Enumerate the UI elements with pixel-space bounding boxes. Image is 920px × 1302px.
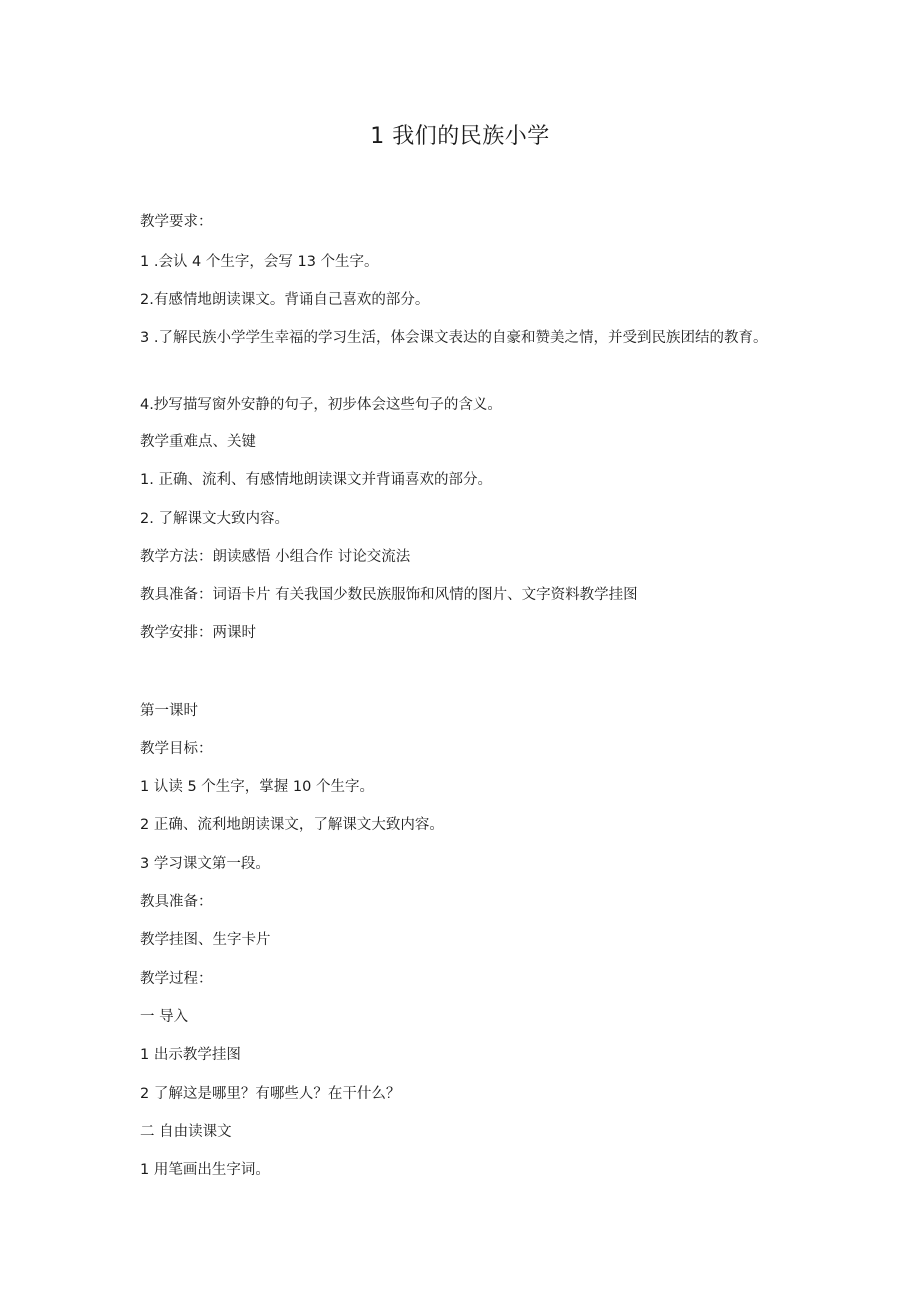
lesson-aids: 教学挂图、生字卡片 [140,932,271,948]
goal-3: 3 学习课文第一段。 [140,856,270,872]
requirement-2: 2.有感情地朗读课文。背诵自己喜欢的部分。 [140,292,430,308]
requirement-1: 1 .会认 4 个生字，会写 13 个生字。 [140,254,379,270]
teaching-goals-heading: 教学目标： [140,741,213,757]
step-mark-new-words: 1 用笔画出生字词。 [140,1162,270,1178]
requirement-4: 4.抄写描写窗外安静的句子，初步体会这些句子的含义。 [140,397,502,413]
goal-2: 2 正确、流利地朗读课文，了解课文大致内容。 [140,817,444,833]
document-title: 1 我们的民族小学 [370,124,550,149]
teaching-methods: 教学方法：朗读感悟 小组合作 讨论交流法 [140,549,411,565]
lesson-aids-heading: 教具准备： [140,894,213,910]
teaching-process-heading: 教学过程： [140,971,213,987]
teaching-aids: 教具准备：词语卡片 有关我国少数民族服饰和风情的图片、文字资料教学挂图 [140,587,638,603]
requirement-3: 3 .了解民族小学学生幸福的学习生活，体会课文表达的自豪和赞美之情，并受到民族团结的教育。 [140,330,768,346]
first-lesson-heading: 第一课时 [140,703,198,719]
key-point-1: 1. 正确、流利、有感情地朗读课文并背诵喜欢的部分。 [140,472,492,488]
goal-1: 1 认读 5 个生字，掌握 10 个生字。 [140,779,374,795]
section-2-free-reading: 二 自由读课文 [140,1124,232,1140]
teaching-schedule: 教学安排：两课时 [140,625,256,641]
teaching-requirements-heading: 教学要求： [140,214,213,230]
key-point-2: 2. 了解课文大致内容。 [140,511,289,527]
section-1-intro: 一 导入 [140,1009,189,1025]
step-show-wallchart: 1 出示教学挂图 [140,1047,241,1063]
key-points-heading: 教学重难点、关键 [140,434,256,450]
step-understand-picture: 2 了解这是哪里？有哪些人？在干什么？ [140,1086,401,1102]
